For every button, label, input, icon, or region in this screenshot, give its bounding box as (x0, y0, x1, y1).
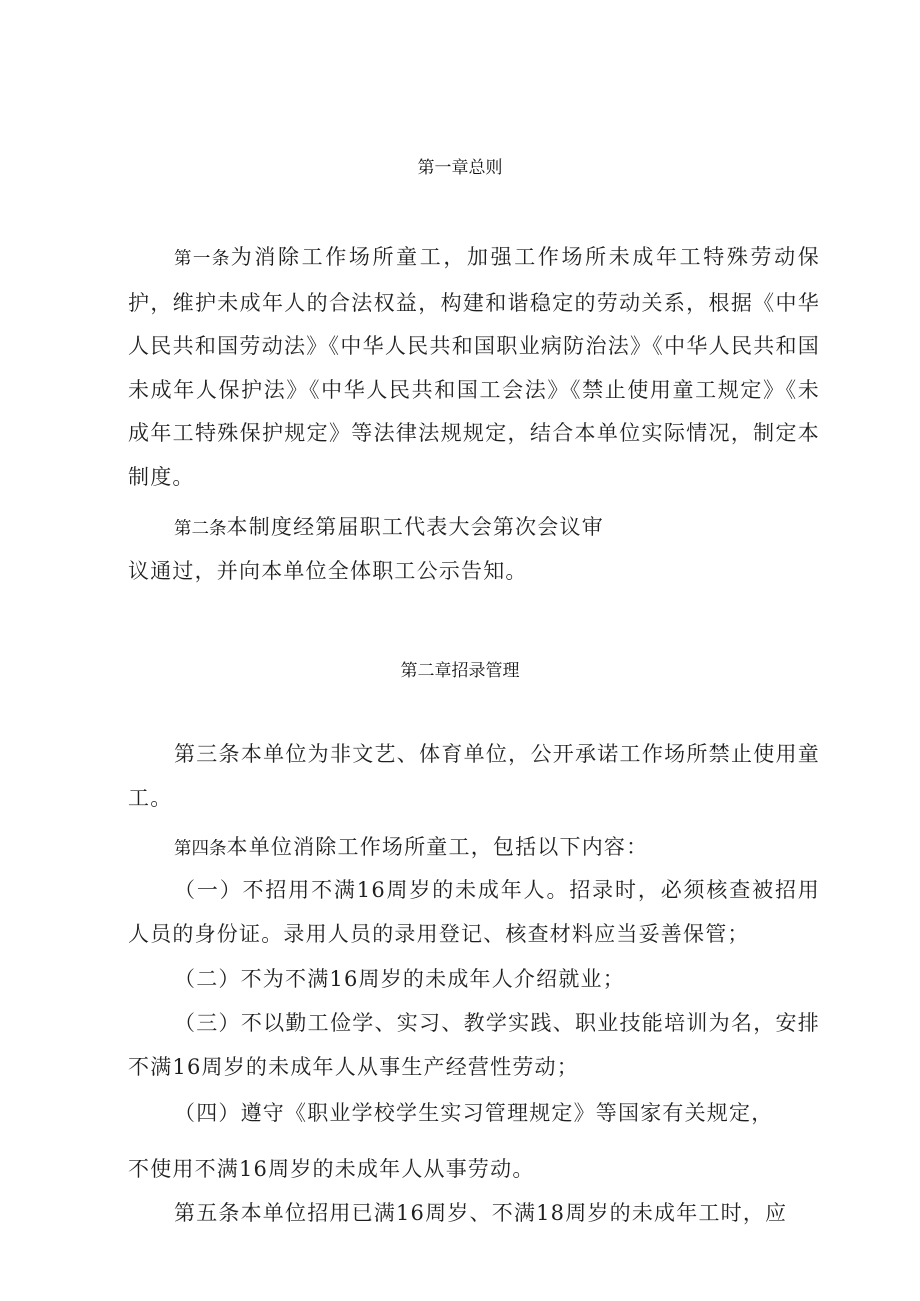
article-4-item-3: （三）不以勤工俭学、实习、教学实践、职业技能培训为名，安排不满16周岁的未成年人从事生产经营性劳动； (128, 1011, 820, 1079)
article-4-text: 本单位消除工作场所童工，包括以下内容： (226, 835, 649, 859)
article-4-item-1: （一）不招用不满16周岁的未成年人。招录时，必须核查被招用人员的身份证。录用人员的录用登记、核查材料应当妥善保管； (128, 878, 820, 946)
article-1 (128, 236, 820, 500)
article-2-text: 本制度经第届职工代表大会第次会议审 (226, 515, 604, 539)
article-1-lead: 第一条 (174, 249, 231, 269)
article-4-lead: 第四条 (174, 839, 227, 859)
article-4-item-4-line-2: 不使用不满16周岁的未成年人从事劳动。 (128, 1157, 535, 1181)
article-4 (128, 826, 820, 872)
article-4-item-4-line-1: （四）遵守《职业学校学生实习管理规定》等国家有关规定， (174, 1101, 774, 1125)
chapter-2-heading: 第二章招录管理 (400, 661, 520, 681)
article-2-line-1 (128, 506, 820, 552)
article-4-item-2: （二）不为不满16周岁的未成年人介绍就业； (174, 967, 625, 991)
article-2-lead: 第二条 (174, 519, 227, 539)
article-2-line-2: 议通过，并向本单位全体职工公示告知。 (128, 559, 528, 583)
article-3: 第三条本单位为非文艺、体育单位，公开承诺工作场所禁止使用童工。 (128, 742, 820, 810)
article-1-text: 为消除工作场所童工，加强工作场所未成年工特殊劳动保护，维护未成年人的合法权益，构建和谐稳定的劳动关系，根据《中华人民共和国劳动法》《中华人民共和国职业病防治法》《中华人民共和国未成年人保护法》《中华人民共和国工会法》《禁止使用童工规定》《未成年工特殊保护规定》等法律法规规定，结合本单位实际情况，制定本制度。 (128, 245, 821, 489)
chapter-1-heading: 第一章总则 (417, 158, 503, 178)
article-5: 第五条本单位招用已满16周岁、不满18周岁的未成年工时，应 (174, 1201, 788, 1225)
